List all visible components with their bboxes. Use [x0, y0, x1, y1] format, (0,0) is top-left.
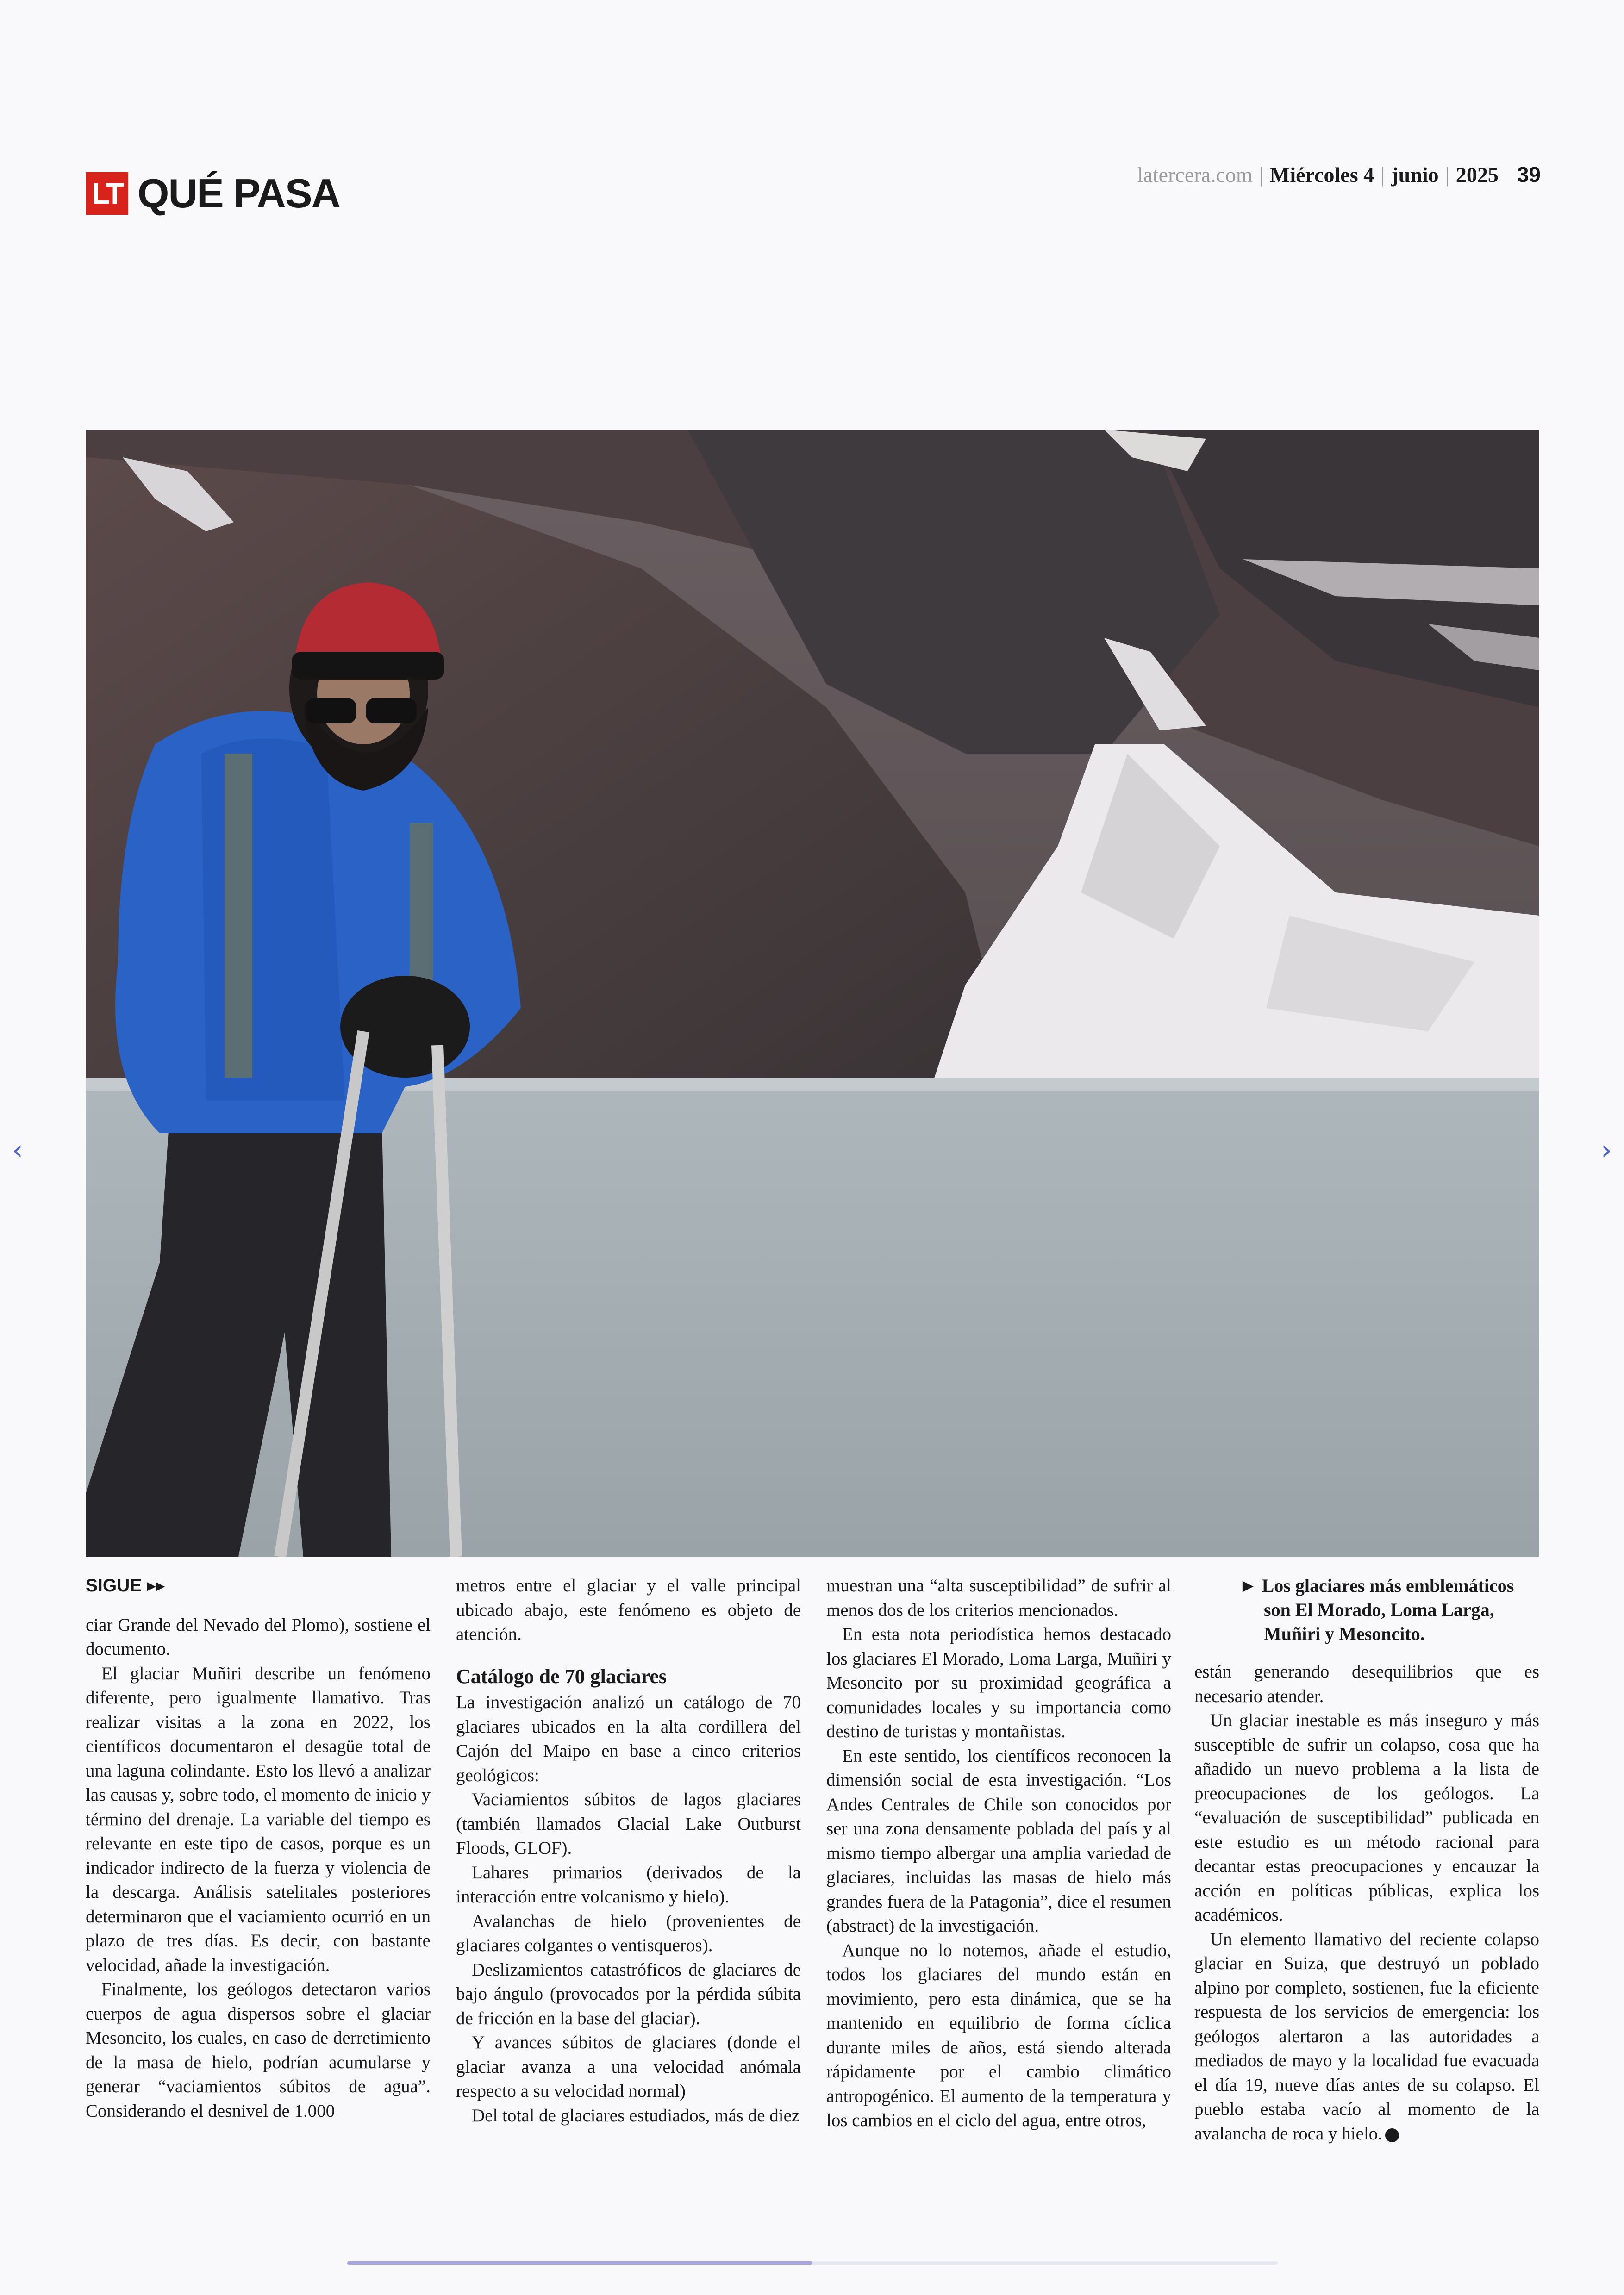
criteria-item: Deslizamientos catastróficos de glaciares de bajo ángulo (provocados por la pérdida súbita de fricción en la base del glaciar). [456, 1959, 801, 2028]
dateline [1137, 162, 1541, 187]
paragraph: La investigación analizó un catálogo de 70 glaciares ubicados en la alta cordillera del Cajón del Maipo en base a cinco criterios geológicos: [456, 1692, 801, 1785]
subheading: Catálogo de 70 glaciares [456, 1665, 667, 1688]
separator: | [1380, 162, 1385, 187]
reading-progress-fill [347, 2261, 812, 2265]
paragraph [1194, 1927, 1539, 2146]
paragraph: En este sentido, los científicos reconocen la dimensión social de esta investigación. “Los Andes Centrales de Chile son conocidos por ser una zona densamente poblada del país y al mismo tiempo albergar una amplia variedad de glaciares, incluidas las masas de hielo más grandes fuera de la Patagonia”, dice el resumen (abstract) de la investigación. [826, 1746, 1171, 1936]
paragraph: Aunque no lo notemos, añade el estudio, todos los glaciares del mundo están en movimiento, pero esta dinámica, que se ha mantenido en equilibrio de forma cíclica durante miles de años, está siendo alterada rápidamente por el cambio climático antropogénico. El aumento de la temperatura y los cambios en el ciclo del agua, entre otros, [826, 1940, 1171, 2130]
weekday: Miércoles 4 [1269, 162, 1374, 187]
sigue-label: SIGUE ▸▸ [86, 1576, 165, 1596]
month: junio [1391, 162, 1439, 187]
masthead [86, 170, 340, 217]
paragraph: están generando desequilibrios que es necesario atender. [1194, 1662, 1539, 1706]
la-tercera-logo[interactable]: LT [86, 172, 128, 215]
previous-page-button[interactable] [4, 1136, 31, 1164]
article-photo [86, 430, 1539, 1557]
paragraph: Finalmente, los geólogos detectaron varios cuerpos de agua dispersos sobre el glaciar Mesoncito, los cuales, en caso de derretimiento de la masa de hielo, podrían acumularse y generar “vaciamientos súbitos de agua”. Considerando el desnivel de 1.000 [86, 1979, 431, 2121]
year: 2025 [1455, 162, 1499, 187]
paragraph-text: Un elemento llamativo del reciente colapso glaciar en Suiza, que destruyó un poblado alpino por completo, sostienen, fue la eficiente respuesta de los servicios de emergencia: los geólogos alertaron a las autoridades a mediados de mayo y la localidad fue evacuada el día 19, nueve días antes de su colapso. El pueblo estaba vacío al momento de la avalancha de roca y hielo. [1194, 1929, 1539, 2144]
article-column-1 [86, 1574, 431, 2123]
paragraph: En esta nota periodística hemos destacado los glaciares El Morado, Loma Larga, Muñiri y Mesoncito por su proximidad geográfica a comunidades locales y su importancia como destino de turistas y montañistas. [826, 1624, 1171, 1741]
article-column-3 [826, 1574, 1171, 2133]
paragraph: ciar Grande del Nevado del Plomo), sostiene el documento. [86, 1615, 431, 1659]
reading-progress-bar[interactable] [347, 2261, 1278, 2265]
paragraph: Del total de glaciares estudiados, más de diez [472, 2105, 800, 2126]
separator: | [1259, 162, 1263, 187]
criteria-item: Lahares primarios (derivados de la interacción entre volcanismo y hielo). [456, 1862, 801, 1907]
separator: | [1445, 162, 1449, 187]
article-column-2 [456, 1574, 801, 2128]
criteria-item: Avalanchas de hielo (provenientes de glaciares colgantes o ventisqueros). [456, 1911, 801, 1955]
chevron-right-icon: › [1601, 1134, 1612, 1166]
section-title: QUÉ PASA [137, 170, 340, 216]
criteria-item: Y avances súbitos de glaciares (donde el glaciar avanza a una velocidad anómala respecto a su velocidad normal) [456, 2033, 801, 2101]
paragraph: El glaciar Muñiri describe un fenómeno diferente, pero igualmente llamativo. Tras realizar visitas a la zona en 2022, los científicos documentaron el desagüe total de una laguna colindante. Esto los llevó a analizar las causas y, sobre todo, el momento de inicio y término del drenaje. La variable del tiempo es relevante en este tipo de casos, porque es un indicador indirecto de la fuerza y violencia de la descarga. Análisis satelitales posteriores determinaron que el vaciamiento ocurrió en un plazo de tres días. Es decir, con bastante velocidad, añade la investigación. [86, 1663, 431, 1975]
end-mark-icon [1385, 2128, 1399, 2142]
mountain-glacier-hiker-photo [86, 430, 1539, 1557]
pull-quote: ► Los glaciares más emblemáticos son El Morado, Loma Larga, Muñiri y Mesoncito. [1239, 1575, 1514, 1644]
page-number: 39 [1517, 162, 1541, 187]
paragraph: Un glaciar inestable es más inseguro y más susceptible de sufrir un colapso, cosa que ha añadido un nuevo problema a la lista de preocupaciones de los geólogos. La “evaluación de susceptibilidad” publicada en este estudio es un método racional para decantar estas preocupaciones y encauzar la acción en políticas públicas, explica los académicos. [1194, 1710, 1539, 1925]
article-column-4 [1194, 1574, 1539, 2146]
criteria-item: Vaciamientos súbitos de lagos glaciares (también llamados Glacial Lake Outburst Floods, GLOF). [456, 1790, 801, 1858]
next-page-button[interactable] [1593, 1136, 1620, 1164]
paragraph: metros entre el glaciar y el valle principal ubicado abajo, este fenómeno es objeto de atención. [456, 1576, 801, 1644]
paragraph: muestran una “alta susceptibilidad” de sufrir al menos dos de los criterios mencionados. [826, 1576, 1171, 1620]
site-name: latercera.com [1137, 162, 1253, 187]
chevron-left-icon: ‹ [12, 1134, 23, 1166]
